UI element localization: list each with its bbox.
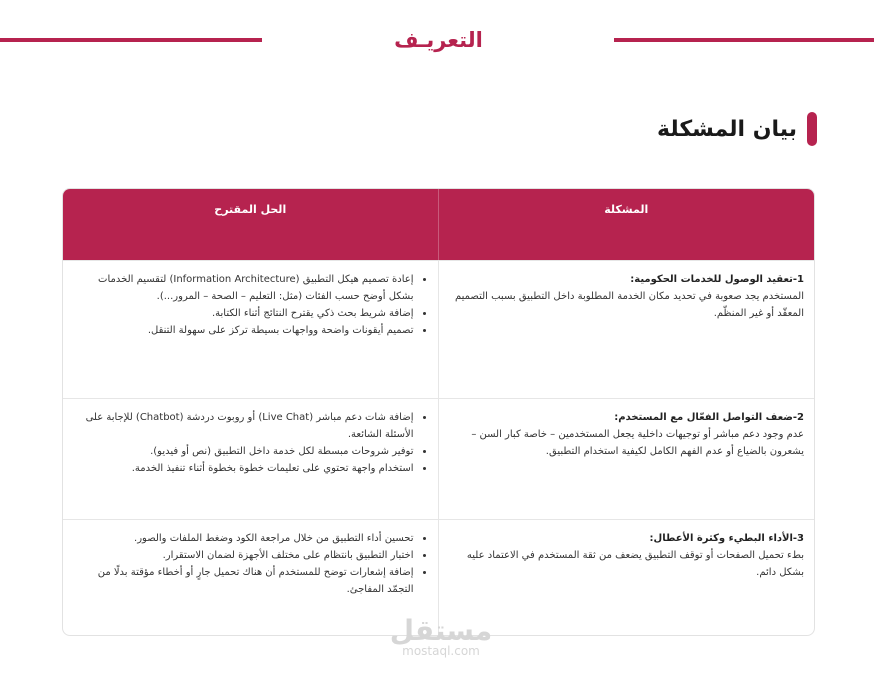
problem-text: المستخدم يجد صعوبة في تحديد مكان الخدمة المطلوبة داخل التطبيق بسبب التصميم المعقّد أو غير المنظّم. (454, 291, 804, 319)
watermark-url: mostaql.com (402, 644, 480, 658)
problem-title: 1-تعقيد الوصول للخدمات الحكومية: (630, 274, 804, 285)
solution-cell (63, 261, 439, 398)
solution-item: • اختبار التطبيق بانتظام على مختلف الأجهزة لضمان الاستقرار. (73, 547, 414, 564)
solution-item: • تحسين أداء التطبيق من خلال مراجعة الكود وضغط الملفات والصور. (73, 530, 414, 547)
header-solution: الحل المقترح (63, 189, 439, 260)
problem-title: 3-الأداء البطيء وكثرة الأعطال: (649, 533, 804, 544)
solution-list (73, 271, 428, 339)
watermark-logo: مستقل (389, 614, 493, 647)
solution-item: • استخدام واجهة تحتوي على تعليمات خطوة بخطوة أثناء تنفيذ الخدمة. (73, 460, 414, 477)
problem-cell (439, 399, 815, 519)
solution-item: • إضافة شات دعم مباشر (Live Chat) أو روبوت دردشة (Chatbot) للإجابة على الأسئلة الشائعة. (73, 409, 414, 443)
solution-cell (63, 399, 439, 519)
header-problem: المشكلة (604, 203, 649, 216)
solution-item: • إضافة شريط بحث ذكي يقترح النتائج أثناء الكتابة. (73, 305, 414, 322)
table-row (63, 398, 814, 519)
table-row (63, 260, 814, 398)
mostaql-watermark (386, 616, 496, 658)
problem-text: عدم وجود دعم مباشر أو توجيهات داخلية يجعل المستخدمين – خاصة كبار السن – يشعرون بالضياع أو عدم الفهم الكامل لكيفية استخدام التطبيق. (471, 429, 804, 457)
problem-solution-table (62, 188, 815, 636)
problem-cell (439, 261, 815, 398)
page-title: التعريـف (394, 28, 483, 52)
section-heading (657, 112, 817, 146)
solution-item: • إضافة إشعارات توضح للمستخدم أن هناك تحميل جارٍ أو أخطاء مؤقتة بدلًا من التجمّد المفاجئ. (73, 564, 414, 598)
problem-text: بطء تحميل الصفحات أو توقف التطبيق يضعف من ثقة المستخدم في الاعتماد عليه بشكل دائم. (466, 550, 804, 578)
solution-list (73, 530, 428, 598)
solution-list (73, 409, 428, 477)
solution-item: • إعادة تصميم هيكل التطبيق (Information Architecture) لتقسيم الخدمات بشكل أوضح حسب الفئات (مثل: التعليم – الصحة – المرور...). (73, 271, 414, 305)
table-header (63, 189, 814, 260)
solution-item: • توفير شروحات مبسطة لكل خدمة داخل التطبيق (نص أو فيديو). (73, 443, 414, 460)
section-accent-bar (807, 112, 817, 146)
problem-title: 2-ضعف التواصل الفعّال مع المستخدم: (614, 412, 804, 423)
solution-item: • تصميم أيقونات واضحة وواجهات بسيطة تركز على سهولة التنقل. (73, 322, 414, 339)
section-title: بيان المشكلة (657, 116, 797, 142)
solution-cell (63, 520, 439, 635)
